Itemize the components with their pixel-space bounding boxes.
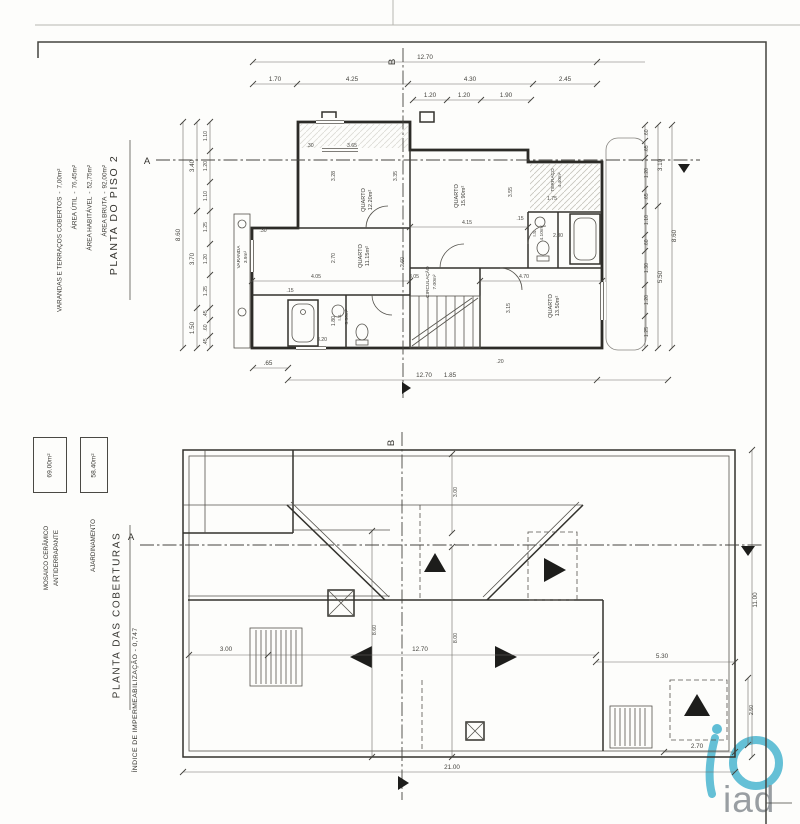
- svg-text:1.75: 1.75: [546, 196, 558, 202]
- roof-legend-label-ajardinamento: AJARDINAMENTO: [90, 519, 97, 572]
- floor2-axes: [130, 48, 700, 398]
- svg-text:3.65: 3.65: [346, 143, 358, 149]
- svg-text:.60: .60: [644, 239, 650, 247]
- roof-grill: [610, 706, 652, 748]
- stairs: [410, 296, 480, 348]
- svg-text:1.20: 1.20: [644, 167, 650, 179]
- svg-text:5.30: 5.30: [655, 653, 669, 660]
- svg-text:.65: .65: [644, 193, 650, 201]
- svg-text:4.70: 4.70: [518, 274, 530, 280]
- svg-text:5.50: 5.50: [657, 270, 664, 284]
- svg-text:3.00: 3.00: [453, 486, 459, 498]
- roof-axes: [128, 432, 762, 800]
- svg-text:1.10: 1.10: [203, 130, 209, 142]
- slope-arrows: [350, 553, 710, 716]
- svg-text:I.S.: I.S.: [533, 229, 538, 237]
- svg-text:2.50: 2.50: [749, 704, 755, 716]
- area-row: VARANDAS E TERRAÇOS COBERTOS - 7,00m²: [56, 168, 64, 312]
- svg-text:.45: .45: [203, 310, 209, 318]
- svg-text:1.20: 1.20: [423, 92, 437, 99]
- svg-text:.15: .15: [286, 288, 294, 294]
- svg-text:1.20: 1.20: [203, 253, 209, 265]
- svg-text:1.70: 1.70: [268, 76, 282, 83]
- balcony-columns: [234, 214, 250, 348]
- svg-text:VARANDA: VARANDA: [237, 245, 242, 269]
- svg-text:1.20: 1.20: [457, 92, 471, 99]
- impermeabilization-note: ÍNDICE DE IMPERMEABILIZAÇÃO - 0,747: [132, 627, 139, 773]
- svg-text:11.00: 11.00: [752, 592, 759, 608]
- roof-stairs: [250, 628, 302, 686]
- skylights: [328, 590, 484, 740]
- roof-legend-label-mosaico: MOSAICO CERÂMICO ANTIDERRAPANTE: [43, 525, 60, 591]
- roof-legend-value-mosaico: 69.00m²: [33, 437, 67, 493]
- svg-text:1.25: 1.25: [644, 326, 650, 338]
- svg-text:1.20: 1.20: [644, 294, 650, 306]
- svg-text:4.15: 4.15: [461, 220, 473, 226]
- svg-text:11.15m²: 11.15m²: [365, 245, 371, 267]
- roof-plan: [183, 450, 735, 757]
- svg-text:1.20: 1.20: [203, 160, 209, 172]
- svg-text:12.70: 12.70: [417, 54, 433, 61]
- svg-text:1.10: 1.10: [203, 190, 209, 202]
- svg-text:8.60: 8.60: [175, 228, 182, 242]
- floor2-area-table: [54, 145, 112, 380]
- svg-text:8.60: 8.60: [372, 624, 378, 636]
- svg-text:1.90: 1.90: [499, 92, 513, 99]
- svg-text:TERRAÇO: TERRAÇO: [551, 168, 556, 192]
- svg-text:QUARTO: QUARTO: [358, 244, 364, 268]
- svg-text:4.40m²: 4.40m²: [558, 172, 563, 188]
- svg-text:.65: .65: [644, 145, 650, 153]
- svg-text:2.70: 2.70: [331, 252, 337, 264]
- svg-text:1.25: 1.25: [203, 285, 209, 297]
- svg-text:3.55: 3.55: [508, 186, 514, 198]
- svg-text:.30: .30: [306, 143, 314, 149]
- floor2-plan: [234, 112, 646, 352]
- svg-text:3.9m²: 3.9m²: [244, 250, 249, 264]
- svg-text:3.15: 3.15: [506, 302, 512, 314]
- svg-text:.60: .60: [644, 129, 650, 137]
- floor2-title: PLANTA DO PISO 2: [108, 154, 120, 276]
- watermark-brand-text: iad: [723, 779, 776, 818]
- svg-text:3.70: 3.70: [189, 252, 196, 266]
- svg-text:3.40: 3.40: [189, 159, 196, 173]
- svg-text:3.00: 3.00: [219, 646, 233, 653]
- area-row: ÁREA BRUTA - 92,00m²: [101, 165, 109, 237]
- svg-text:8.60: 8.60: [671, 229, 678, 243]
- svg-text:.20: .20: [496, 359, 504, 365]
- svg-text:3.10: 3.10: [657, 158, 664, 172]
- svg-text:12.70: 12.70: [416, 372, 432, 379]
- svg-text:.45: .45: [203, 338, 209, 346]
- svg-text:2.70: 2.70: [690, 743, 704, 750]
- svg-text:7.00m²: 7.00m²: [433, 274, 438, 290]
- svg-text:4.05: 4.05: [310, 274, 322, 280]
- svg-text:2.45: 2.45: [558, 76, 572, 83]
- svg-text:1.10: 1.10: [644, 214, 650, 226]
- svg-text:.15: .15: [516, 216, 524, 222]
- area-row: ÁREA ÚTIL - 76,45m²: [71, 165, 79, 230]
- svg-text:QUARTO: QUARTO: [361, 188, 367, 212]
- section-arrow-a-icon: [678, 164, 690, 173]
- svg-text:1.30: 1.30: [644, 262, 650, 274]
- svg-text:1.80: 1.80: [331, 315, 337, 327]
- axis-b-label: B: [386, 439, 397, 447]
- svg-text:5.50m²: 5.50m²: [345, 309, 350, 325]
- svg-text:4.25: 4.25: [345, 76, 359, 83]
- svg-text:12.20m²: 12.20m²: [368, 189, 374, 211]
- svg-text:I.S.: I.S.: [338, 313, 343, 321]
- svg-text:4.10m²: 4.10m²: [540, 225, 545, 241]
- svg-text:CIRCULAÇÃO: CIRCULAÇÃO: [426, 266, 431, 298]
- svg-text:QUARTO: QUARTO: [548, 294, 554, 318]
- svg-text:4.30: 4.30: [463, 76, 477, 83]
- svg-text:1.25: 1.25: [203, 221, 209, 233]
- roof-title: PLANTA DAS COBERTURAS: [111, 531, 123, 699]
- svg-text:3.05: 3.05: [408, 274, 420, 280]
- axis-a-label: A: [143, 156, 151, 167]
- svg-text:13.50m²: 13.50m²: [555, 295, 561, 317]
- sheet-frame: [35, 0, 800, 824]
- axis-a-label: A: [127, 532, 135, 543]
- svg-text:1.50: 1.50: [189, 321, 196, 335]
- axis-b-label: B: [387, 58, 398, 66]
- svg-text:.30: .30: [259, 228, 267, 234]
- svg-text:3.28: 3.28: [331, 170, 337, 182]
- svg-text:21.00: 21.00: [444, 764, 460, 771]
- section-arrow-b-icon: [398, 776, 409, 790]
- svg-text:12.70: 12.70: [412, 646, 428, 653]
- svg-text:.65: .65: [263, 360, 273, 367]
- svg-text:3.20: 3.20: [316, 337, 328, 343]
- svg-text:2.60: 2.60: [400, 256, 406, 268]
- section-arrow-b-icon: [402, 382, 411, 394]
- svg-text:1.85: 1.85: [443, 372, 457, 379]
- svg-text:QUARTO: QUARTO: [454, 184, 460, 208]
- svg-text:2.30: 2.30: [552, 233, 564, 239]
- svg-text:15.90m²: 15.90m²: [461, 185, 467, 207]
- svg-text:.60: .60: [203, 324, 209, 332]
- svg-text:8.00: 8.00: [453, 632, 459, 644]
- section-arrow-a-icon: [741, 546, 755, 556]
- svg-text:3.35: 3.35: [393, 170, 399, 182]
- roof-legend-value-ajardinamento: 58.40m²: [80, 437, 108, 493]
- area-row: ÁREA HABITÁVEL - 52,75m²: [86, 165, 94, 251]
